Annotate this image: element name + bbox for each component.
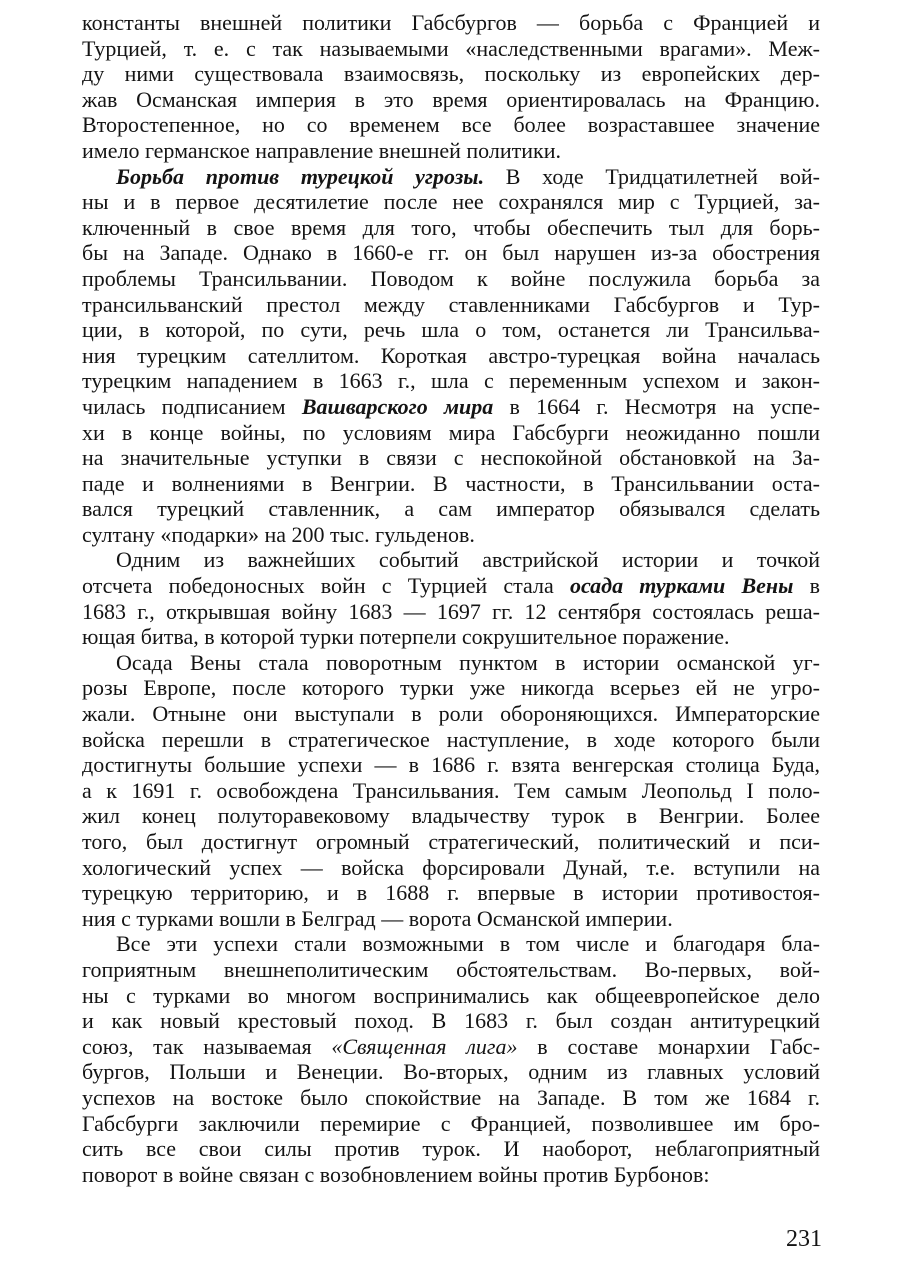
line-text: ны с турками во многом воспринимались как общеевропейское дело — [82, 982, 820, 1008]
line-text: розы Европе, после которого турки уже никогда всерьез ей не угро- — [82, 675, 820, 701]
line-text: проблемы Трансильвании. Поводом к войне послужила борьба за — [82, 265, 820, 291]
line-text: поворот в войне связан с возобновлением войны против Бурбонов: — [82, 1161, 710, 1187]
text-line — [82, 1085, 820, 1111]
text-line — [82, 701, 820, 727]
line-text: турецкую территорию, и в 1688 г. впервые в истории противостоя- — [82, 880, 820, 906]
text-line — [82, 727, 820, 753]
text-line — [82, 496, 820, 522]
text-line — [82, 240, 820, 266]
text-line — [82, 10, 820, 36]
line-text: ду ними существовала взаимосвязь, поскольку из европейских дер- — [82, 61, 820, 87]
text-line — [82, 61, 820, 87]
text-line — [82, 1136, 820, 1162]
text-line — [82, 87, 820, 113]
line-text: бы на Западе. Однако в 1660-е гг. он был нарушен из-за обострения — [82, 240, 820, 266]
paragraph — [82, 650, 820, 932]
line-text: Все эти успехи стали возможными в том числе и благодаря бла- — [116, 931, 820, 957]
line-text: Осада Вены стала поворотным пунктом в истории османской уг- — [116, 649, 820, 675]
emphasis-text: Вашварского мира — [301, 393, 494, 419]
text-line — [82, 906, 820, 932]
emphasis-text: Борьба против турецкой угрозы. — [116, 163, 485, 189]
emphasis-text: «Священная лига» — [331, 1033, 518, 1059]
line-text: Одним из важнейших событий австрийской истории и точкой — [116, 547, 820, 573]
line-text: хи в конце войны, по условиям мира Габсбурги неожиданно пошли — [82, 419, 820, 445]
body-text — [82, 10, 820, 1187]
line-text: ключенный в свое время для того, чтобы обеспечить тыл для борь- — [82, 214, 820, 240]
line-text: 1683 г., открывшая войну 1683 — 1697 гг. 12 сентября состоялась реша- — [82, 598, 820, 624]
text-line — [82, 931, 820, 957]
line-text: на значительные уступки в связи с неспокойной обстановкой на За- — [82, 445, 820, 471]
paragraph — [82, 10, 820, 164]
line-text: султану «подарки» на 200 тыс. гульденов. — [82, 521, 475, 547]
line-text: паде и волнениями в Венгрии. В частности, в Трансильвании оста- — [82, 470, 820, 496]
line-text: ния с турками вошли в Белград — ворота Османской империи. — [82, 905, 673, 931]
line-text: успехов на востоке было спокойствие на Западе. В том же 1684 г. — [82, 1084, 820, 1110]
text-line — [82, 522, 820, 548]
line-text: того, был достигнут огромный стратегический, политический и пси- — [82, 829, 820, 854]
paragraph — [82, 547, 820, 649]
text-line — [82, 368, 820, 394]
line-text: Второстепенное, но со временем все более возраставшее значение — [82, 112, 820, 138]
emphasis-text: осада турками Вены — [569, 573, 794, 599]
text-line — [82, 164, 820, 190]
line-text: жав Османская империя в это время ориентировалась на Францию. — [82, 86, 820, 112]
text-line — [82, 317, 820, 343]
text-line — [82, 1162, 820, 1188]
text-line — [82, 778, 820, 804]
paragraph — [82, 931, 820, 1187]
line-text: турецким нападением в 1663 г., шла с переменным успехом и закон- — [82, 368, 820, 394]
text-line — [82, 138, 820, 164]
line-text: Турцией, т. е. с так называемыми «наследственными врагами». Меж- — [82, 35, 820, 61]
line-text: в 1664 г. Несмотря на успе- — [493, 393, 820, 419]
line-text: хологический успех — войска форсировали Дунай, т.е. вступили на — [82, 854, 820, 880]
line-text: жил конец полуторавековому владычеству турок в Венгрии. Более — [82, 803, 820, 829]
line-text: вался турецкий ставленник, а сам император обязывался сделать — [82, 496, 820, 522]
text-line — [82, 394, 820, 420]
text-line — [82, 189, 820, 215]
text-line — [82, 547, 820, 573]
line-text: союз, так называемая — [82, 1033, 332, 1059]
page-number: 231 — [786, 1226, 822, 1252]
line-text: Габсбурги заключили перемирие с Францией, позволившее им бро- — [82, 1110, 820, 1136]
line-text: ющая битва, в которой турки потерпели сокрушительное поражение. — [82, 624, 730, 650]
text-line — [82, 292, 820, 318]
text-line — [82, 957, 820, 983]
line-text: чилась подписанием — [82, 393, 302, 419]
text-line — [82, 445, 820, 471]
line-text: жали. Отныне они выступали в роли обороняющихся. Императорские — [82, 701, 820, 727]
line-text: имело германское направление внешней политики. — [82, 137, 561, 163]
line-text: в составе монархии Габс- — [517, 1033, 820, 1059]
line-text: отсчета победоносных войн с Турцией стала — [82, 573, 570, 599]
text-line — [82, 880, 820, 906]
text-line — [82, 36, 820, 62]
text-line — [82, 983, 820, 1009]
line-text: войска перешли в стратегическое наступление, в ходе которого были — [82, 726, 820, 752]
line-text: а к 1691 г. освобождена Трансильвания. Тем самым Леопольд I поло- — [82, 777, 820, 803]
text-line — [82, 266, 820, 292]
text-line — [82, 471, 820, 497]
text-line — [82, 675, 820, 701]
line-text: бургов, Польши и Венеции. Во-вторых, одним из главных условий — [82, 1059, 820, 1085]
text-line — [82, 343, 820, 369]
text-line — [82, 1111, 820, 1137]
line-text: ции, в которой, по сути, речь шла о том, останется ли Трансильва- — [82, 317, 820, 343]
text-line — [82, 1059, 820, 1085]
line-text: ния турецким сателлитом. Короткая австро-турецкая война началась — [82, 342, 820, 368]
text-line — [82, 624, 820, 650]
text-line — [82, 650, 820, 676]
text-line — [82, 112, 820, 138]
text-line — [82, 1034, 820, 1060]
text-line — [82, 829, 820, 855]
text-line — [82, 855, 820, 881]
line-text: в — [793, 573, 820, 599]
text-line — [82, 803, 820, 829]
text-line — [82, 1008, 820, 1034]
text-line — [82, 599, 820, 625]
line-text: сить все свои силы против турок. И наоборот, неблагоприятный — [82, 1136, 820, 1162]
line-text: гоприятным внешнеполитическим обстоятельствам. Во-первых, вой- — [82, 956, 820, 982]
text-line — [82, 573, 820, 599]
paragraph — [82, 164, 820, 548]
text-line — [82, 420, 820, 446]
line-text: и как новый крестовый поход. В 1683 г. был создан антитурецкий — [82, 1008, 820, 1034]
line-text: константы внешней политики Габсбургов — борьба с Францией и — [82, 10, 820, 35]
line-text: В ходе Тридцатилетней вой- — [484, 163, 820, 189]
text-line — [82, 215, 820, 241]
text-line — [82, 752, 820, 778]
line-text: трансильванский престол между ставленниками Габсбургов и Тур- — [82, 291, 820, 317]
line-text: ны и в первое десятилетие после нее сохранялся мир с Турцией, за- — [82, 189, 820, 215]
line-text: достигнуты большие успехи — в 1686 г. взята венгерская столица Буда, — [82, 752, 820, 778]
